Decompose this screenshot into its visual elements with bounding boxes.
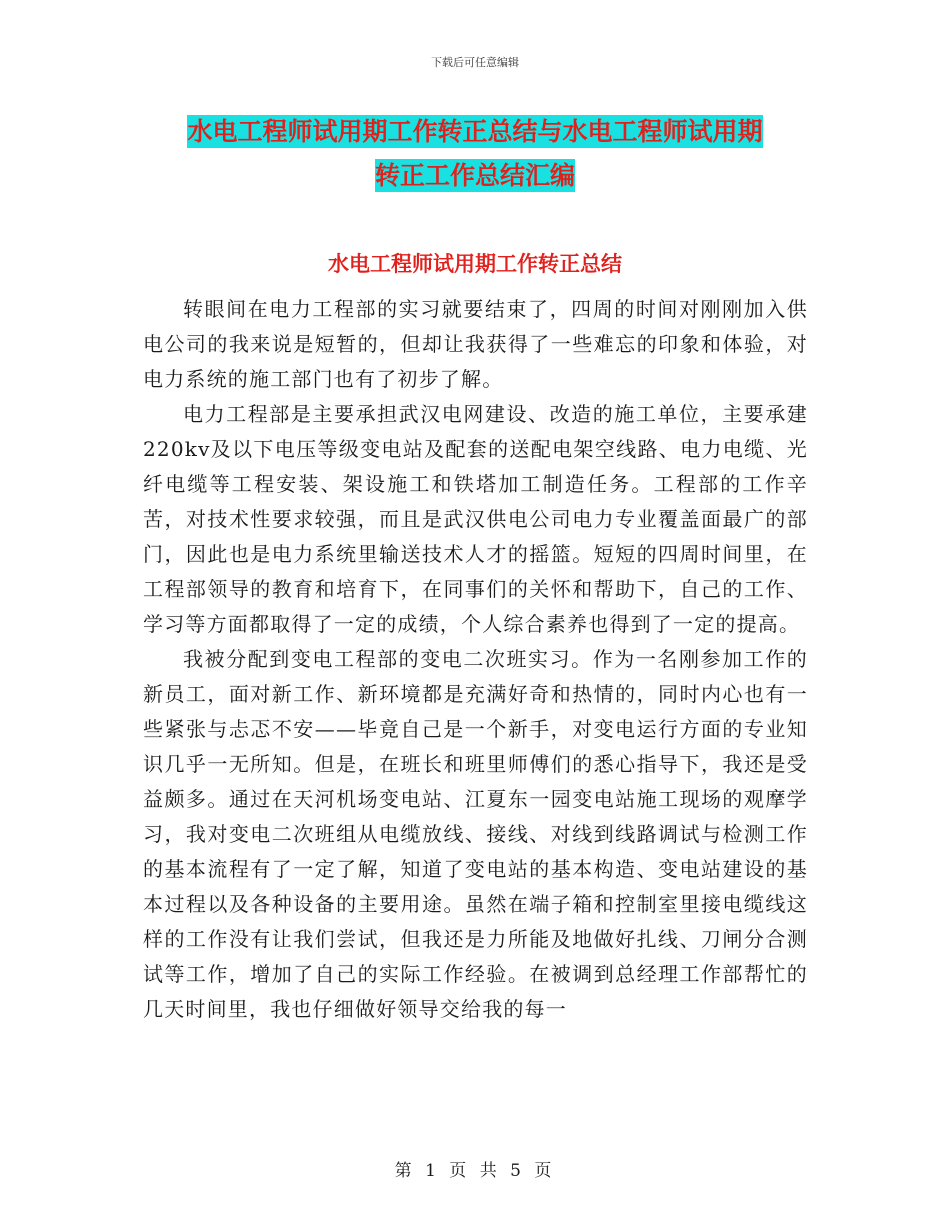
main-title: [140, 110, 810, 198]
header-note: 下载后可任意编辑: [431, 56, 519, 69]
body-text: [143, 292, 808, 1027]
main-title-line-2: 转正工作总结汇编: [374, 161, 575, 190]
main-title-line-1: 水电工程师试用期工作转正总结与水电工程师试用期: [187, 117, 763, 146]
page-indicator: 第 1 页 共 5 页: [394, 1161, 556, 1181]
paragraph-1: 转眼间在电力工程部的实习就要结束了，四周的时间对刚刚加入供电公司的我来说是短暂的，但却让我获得了一些难忘的印象和体验，对电力系统的施工部门也有了初步了解。: [143, 297, 808, 391]
paragraph-2: 电力工程部是主要承担武汉电网建设、改造的施工单位，主要承建220kv及以下电压等级变电站及配套的送配电架空线路、电力电缆、光纤电缆等工程安装、架设施工和铁塔加工制造任务。工程部的工作辛苦，对技术性要求较强，而且是武汉供电公司电力专业覆盖面最广的部门，因此也是电力系统里输送技术人才的摇篮。短短的四周时间里，在工程部领导的教育和培育下，在同事们的关怀和帮助下，自己的工作、学习等方面都取得了一定的成绩，个人综合素养也得到了一定的提高。: [143, 402, 808, 636]
paragraph-3: 我被分配到变电工程部的变电二次班实习。作为一名刚参加工作的新员工，面对新工作、新环境都是充满好奇和热情的，同时内心也有一些紧张与忐忑不安——毕竟自己是一个新手，对变电运行方面的专业知识几乎一无所知。但是，在班长和班里师傅们的悉心指导下，我还是受益颇多。通过在天河机场变电站、江夏东一园变电站施工现场的观摩学习，我对变电二次班组从电缆放线、接线、对线到线路调试与检测工作的基本流程有了一定了解，知道了变电站的基本构造、变电站建设的基本过程以及各种设备的主要用途。虽然在端子箱和控制室里接电缆线这样的工作没有让我们尝试，但我还是力所能及地做好扎线、刀闸分合测试等工作，增加了自己的实际工作经验。在被调到总经理工作部帮忙的几天时间里，我也仔细做好领导交给我的每一: [143, 647, 808, 1021]
section-title: 水电工程师试用期工作转正总结: [328, 252, 622, 276]
